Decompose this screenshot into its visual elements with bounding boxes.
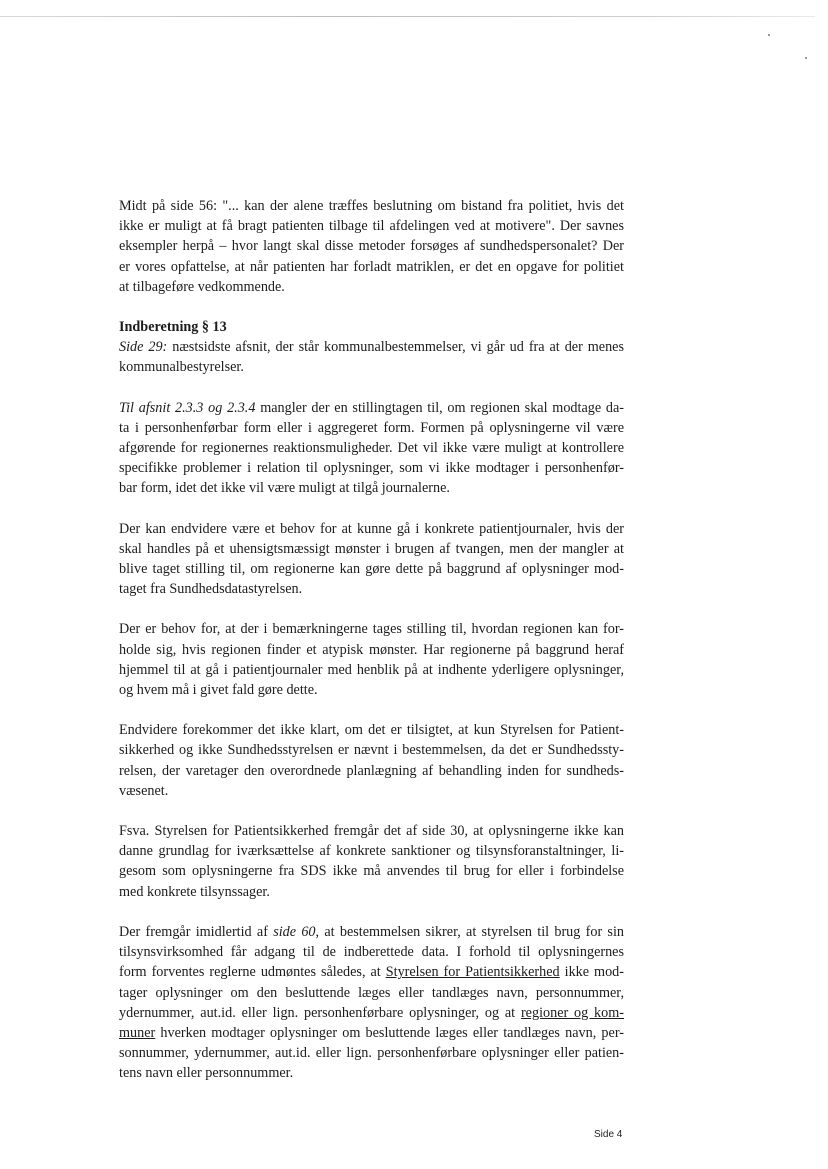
document-body (119, 196, 624, 1104)
text-line (119, 962, 624, 982)
text-line: specifikke problemer i relation til oplysninger, som vi ikke modtager i personhenfør- (119, 460, 624, 477)
scan-speck (768, 34, 770, 36)
text-span: næstsidste afsnit, der står kommunalbestemmelser, vi går ud fra at der menes (167, 339, 625, 356)
text-line: tens navn eller personnummer. (119, 1065, 294, 1082)
page-reference: side 60 (273, 923, 316, 940)
text-line: gesom som oplysningerne fra SDS ikke må anvendes til brug for eller i forbindelse (119, 863, 624, 880)
text-line: ta i personhenførbar form eller i aggregeret form. Formen på oplysningerne vil være (119, 419, 624, 436)
text-line (119, 1023, 624, 1043)
paragraph-patient-safety (119, 821, 624, 902)
text-span: mangler der en stillingtagen til, om regionen skal modtage da- (255, 399, 624, 416)
section-reference: Til afsnit 2.3.3 og 2.3.4 (119, 399, 256, 416)
section-indberetning (119, 317, 624, 378)
page-reference: Side 29: (119, 339, 168, 356)
text-line: hjemmel til at gå i patientjournaler med henblik på at indhente yderligere oplysninger, (119, 661, 624, 678)
text-line (119, 1003, 624, 1023)
text-line: relsen, der varetager den overordnede planlægning af behandling inden for sundheds- (119, 762, 624, 779)
page-number: Side 4 (594, 1129, 623, 1140)
text-span: hverken modtager oplysninger om besluttende læges eller tandlæges navn, per- (155, 1024, 624, 1041)
scan-speck (805, 57, 807, 59)
text-line: væsenet. (119, 782, 169, 799)
underlined-authority: Styrelsen for Patientsikkerhed (385, 964, 560, 981)
text-span: ydernummer, aut.id. eller lign. personhenførbare oplysninger, og at (119, 1004, 521, 1021)
text-line: eksempler herpå – hvor langt skal disse metoder forsøges af sundhedspersonalet? Der (119, 238, 624, 255)
paragraph-patient-journals (119, 519, 624, 600)
text-line: tager oplysninger om den besluttende læges eller tandlæges navn, personnummer, (119, 984, 624, 1001)
text-line: sonnummer, ydernummer, aut.id. eller lign. personhenførbare oplysninger eller patien- (119, 1045, 624, 1062)
text-span: form forventes reglerne udmøntes således, at (119, 964, 386, 981)
text-line: Midt på side 56: "... kan der alene træffes beslutning om bistand fra politiet, hvis det (119, 198, 624, 214)
paragraph-atypical-pattern (119, 619, 624, 700)
paragraph-authorities (119, 720, 624, 801)
text-line: Der kan endvidere være et behov for at kunne gå i konkrete patientjournaler, hvis der (119, 520, 624, 537)
text-span: Der fremgår imidlertid af (119, 923, 274, 940)
text-line: Der er behov for, at der i bemærkningerne tages stilling til, hvordan regionen kan for- (119, 621, 624, 638)
text-line: holde sig, hvis regionen finder et atypisk mønster. Har regionerne på baggrund heraf (119, 641, 624, 658)
text-line (119, 398, 624, 418)
scan-edge-line (0, 16, 815, 17)
underlined-authority: regioner og kom- (520, 1004, 624, 1021)
text-line: bar form, idet det ikke vil være muligt at tilgå journalerne. (119, 480, 450, 497)
text-line: sikkerhed og ikke Sundhedsstyrelsen er nævnt i bestemmelsen, da det er Sundhedssty- (119, 742, 624, 759)
paragraph-supervision-data (119, 922, 624, 1084)
text-line: med konkrete tilsynssager. (119, 883, 270, 900)
text-span: ikke mod- (559, 964, 625, 981)
text-line: tilsynsvirksomhed får adgang til de indberettede data. I forhold til oplysningernes (119, 944, 624, 961)
underlined-authority: muner (119, 1024, 156, 1041)
text-line: er vores opfattelse, at når patienten har forladt matriklen, er det en opgave for politiet (119, 258, 624, 275)
text-line: Fsva. Styrelsen for Patientsikkerhed fremgår det af side 30, at oplysningerne ikke kan (119, 823, 624, 840)
text-line: skal handles på et uhensigtsmæssigt mønster i brugen af tvangen, men der mangler at (119, 540, 624, 557)
text-line: afgørende for regionernes reaktionsmuligheder. Det vil ikke være muligt at kontrollere (119, 440, 624, 457)
text-span: , at bestemmelsen sikrer, at styrelsen til brug for sin (315, 923, 624, 940)
text-line: Endvidere forekommer det ikke klart, om det er tilsigtet, at kun Styrelsen for Patient- (119, 722, 624, 739)
text-line (119, 922, 624, 942)
text-line: og hvem må i givet fald gøre dette. (119, 682, 318, 699)
text-line: ikke er muligt at få bragt patienten tilbage til afdelingen ved at motivere". Der savnes (119, 218, 624, 235)
text-line (119, 337, 624, 357)
text-line: at tilbageføre vedkommende. (119, 278, 285, 295)
text-line: taget fra Sundhedsdatastyrelsen. (119, 581, 303, 598)
text-line: kommunalbestyrelser. (119, 359, 244, 376)
text-line: blive taget stilling til, om regionerne kan gøre dette på baggrund af oplysninger mod- (119, 561, 624, 578)
section-heading: Indberetning § 13 (119, 319, 227, 336)
paragraph-police-assistance (119, 196, 624, 297)
text-line: danne grundlag for iværksættelse af konkrete sanktioner og tilsynsforanstaltninger, li- (119, 843, 624, 860)
paragraph-section-2-3 (119, 398, 624, 499)
